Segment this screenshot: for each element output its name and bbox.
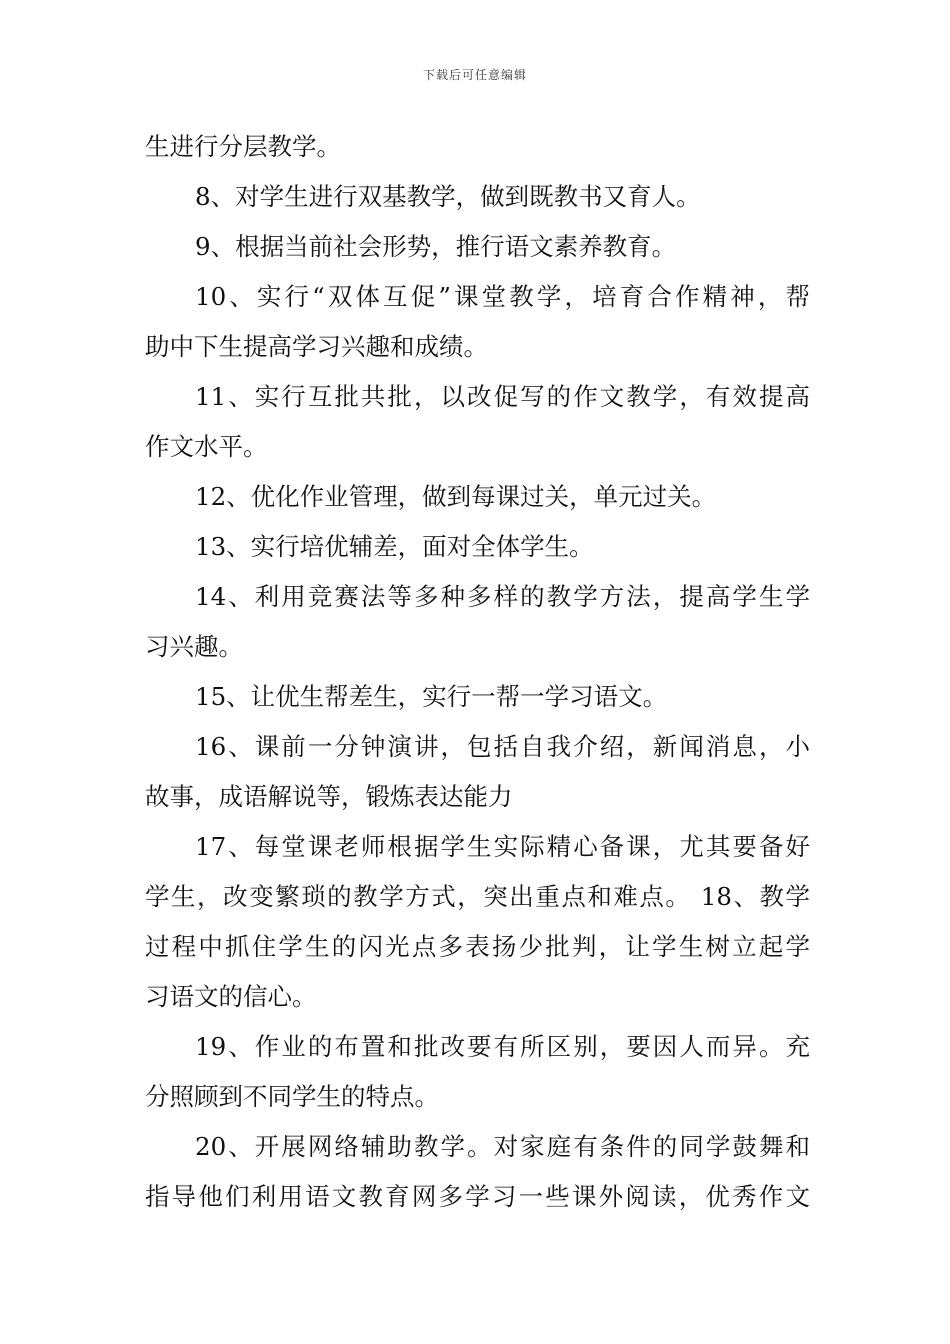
text-line: 故事，成语解说等，锻炼表达能力 xyxy=(145,782,513,811)
text-line: 作文水平。 xyxy=(145,432,268,461)
text-line: 13、实行培优辅差，面对全体学生。 xyxy=(195,532,594,561)
text-line: 19、作业的布置和批改要有所区别，要因人而异。充 xyxy=(195,1032,810,1061)
text-line: 12、优化作业管理，做到每课过关，单元过关。 xyxy=(195,482,717,511)
text-line: 指导他们利用语文教育网多学习一些课外阅读，优秀作文 xyxy=(145,1182,810,1211)
page-header: 下载后可任意编辑 xyxy=(422,68,527,82)
text-line: 9、根据当前社会形势，推行语文素养教育。 xyxy=(195,232,677,261)
text-line: 20、开展网络辅助教学。对家庭有条件的同学鼓舞和 xyxy=(195,1132,810,1161)
text-line: 过程中抓住学生的闪光点多表扬少批判，让学生树立起学 xyxy=(145,932,810,961)
text-line: 11、实行互批共批，以改促写的作文教学，有效提高 xyxy=(195,382,810,411)
text-line: 习兴趣。 xyxy=(145,632,243,661)
text-line: 15、让优生帮差生，实行一帮一学习语文。 xyxy=(195,682,668,711)
text-line: 8、对学生进行双基教学，做到既教书又育人。 xyxy=(195,182,701,211)
text-line: 17、每堂课老师根据学生实际精心备课，尤其要备好 xyxy=(195,832,810,861)
text-line: 学生，改变繁琐的教学方式，突出重点和难点。 18、教学 xyxy=(145,882,810,911)
text-line: 14、利用竞赛法等多种多样的教学方法，提高学生学 xyxy=(195,582,810,611)
document-body xyxy=(145,122,810,1222)
text-line: 分照顾到不同学生的特点。 xyxy=(145,1082,439,1111)
text-line: 生进行分层教学。 xyxy=(145,132,341,161)
text-line: 助中下生提高学习兴趣和成绩。 xyxy=(145,332,488,361)
text-line: 习语文的信心。 xyxy=(145,982,317,1011)
text-line: 10、实行“双体互促”课堂教学，培育合作精神，帮 xyxy=(195,282,810,311)
text-line: 16、课前一分钟演讲，包括自我介绍，新闻消息，小 xyxy=(195,732,810,761)
